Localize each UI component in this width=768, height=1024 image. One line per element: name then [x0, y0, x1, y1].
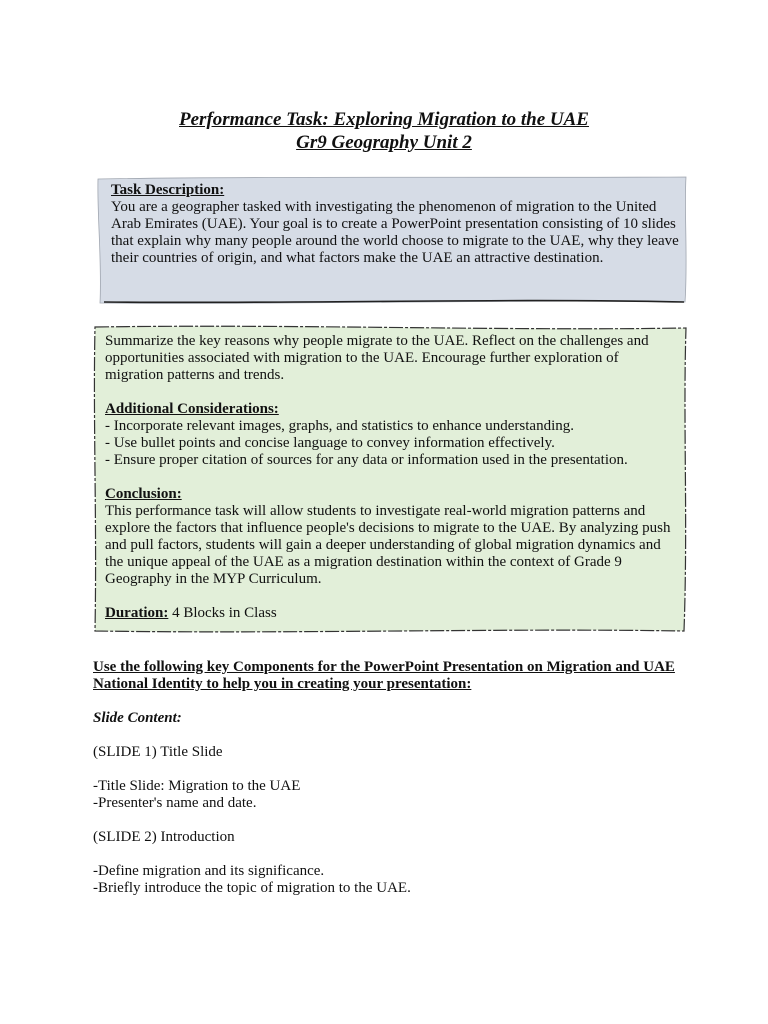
slide-1-heading: (SLIDE 1) Title Slide — [93, 744, 223, 760]
slide-1-item: -Presenter's name and date. — [93, 795, 257, 811]
key-components-heading: Use the following key Components for the PowerPoint Presentation on Migration and UAE National Identity to help you in creating your presentation: — [93, 659, 675, 692]
consideration-item: - Incorporate relevant images, graphs, and statistics to enhance understanding. — [105, 418, 575, 434]
task-description-heading: Task Description: — [111, 182, 225, 198]
slide-2-item: -Define migration and its significance. — [93, 863, 325, 879]
task-description-box — [111, 182, 681, 267]
slide-1-item: -Title Slide: Migration to the UAE — [93, 778, 301, 794]
title-line-1: Performance Task: Exploring Migration to the UAE — [179, 109, 589, 130]
slide-content-label: Slide Content: — [93, 710, 182, 726]
summary-box — [105, 333, 677, 622]
duration-line — [105, 605, 677, 622]
title-line-2: Gr9 Geography Unit 2 — [296, 132, 472, 153]
consideration-item: - Use bullet points and concise language to convey information effectively. — [105, 435, 555, 451]
slide-2-item: -Briefly introduce the topic of migration to the UAE. — [93, 880, 411, 896]
duration-label: Duration: — [105, 605, 169, 621]
considerations-heading: Additional Considerations: — [105, 401, 279, 417]
document-body — [93, 659, 693, 897]
page-title — [0, 108, 768, 154]
consideration-item: - Ensure proper citation of sources for any data or information used in the presentation. — [105, 452, 628, 468]
summary-intro: Summarize the key reasons why people migrate to the UAE. Reflect on the challenges and opportunities associated with migration to the UAE. Encourage further exploration of migration patterns and trends. — [105, 333, 649, 383]
duration-value: 4 Blocks in Class — [168, 605, 277, 621]
task-description-text: You are a geographer tasked with investigating the phenomenon of migration to the United Arab Emirates (UAE). Your goal is to create a PowerPoint presentation consisting of 10 slides that explain why many people around the world choose to migrate to the UAE, why they leave their countries of origin, and what factors make the UAE an attractive destination. — [111, 199, 679, 266]
slide-2-heading: (SLIDE 2) Introduction — [93, 829, 235, 845]
conclusion-text: This performance task will allow students to investigate real-world migration patterns and explore the factors that influence people's decisions to migrate to the UAE. By analyzing push and pull factors, students will gain a deeper understanding of global migration dynamics and the unique appeal of the UAE as a migration destination within the context of Grade 9 Geography in the MYP Curriculum. — [105, 503, 671, 587]
conclusion-heading: Conclusion: — [105, 486, 182, 502]
